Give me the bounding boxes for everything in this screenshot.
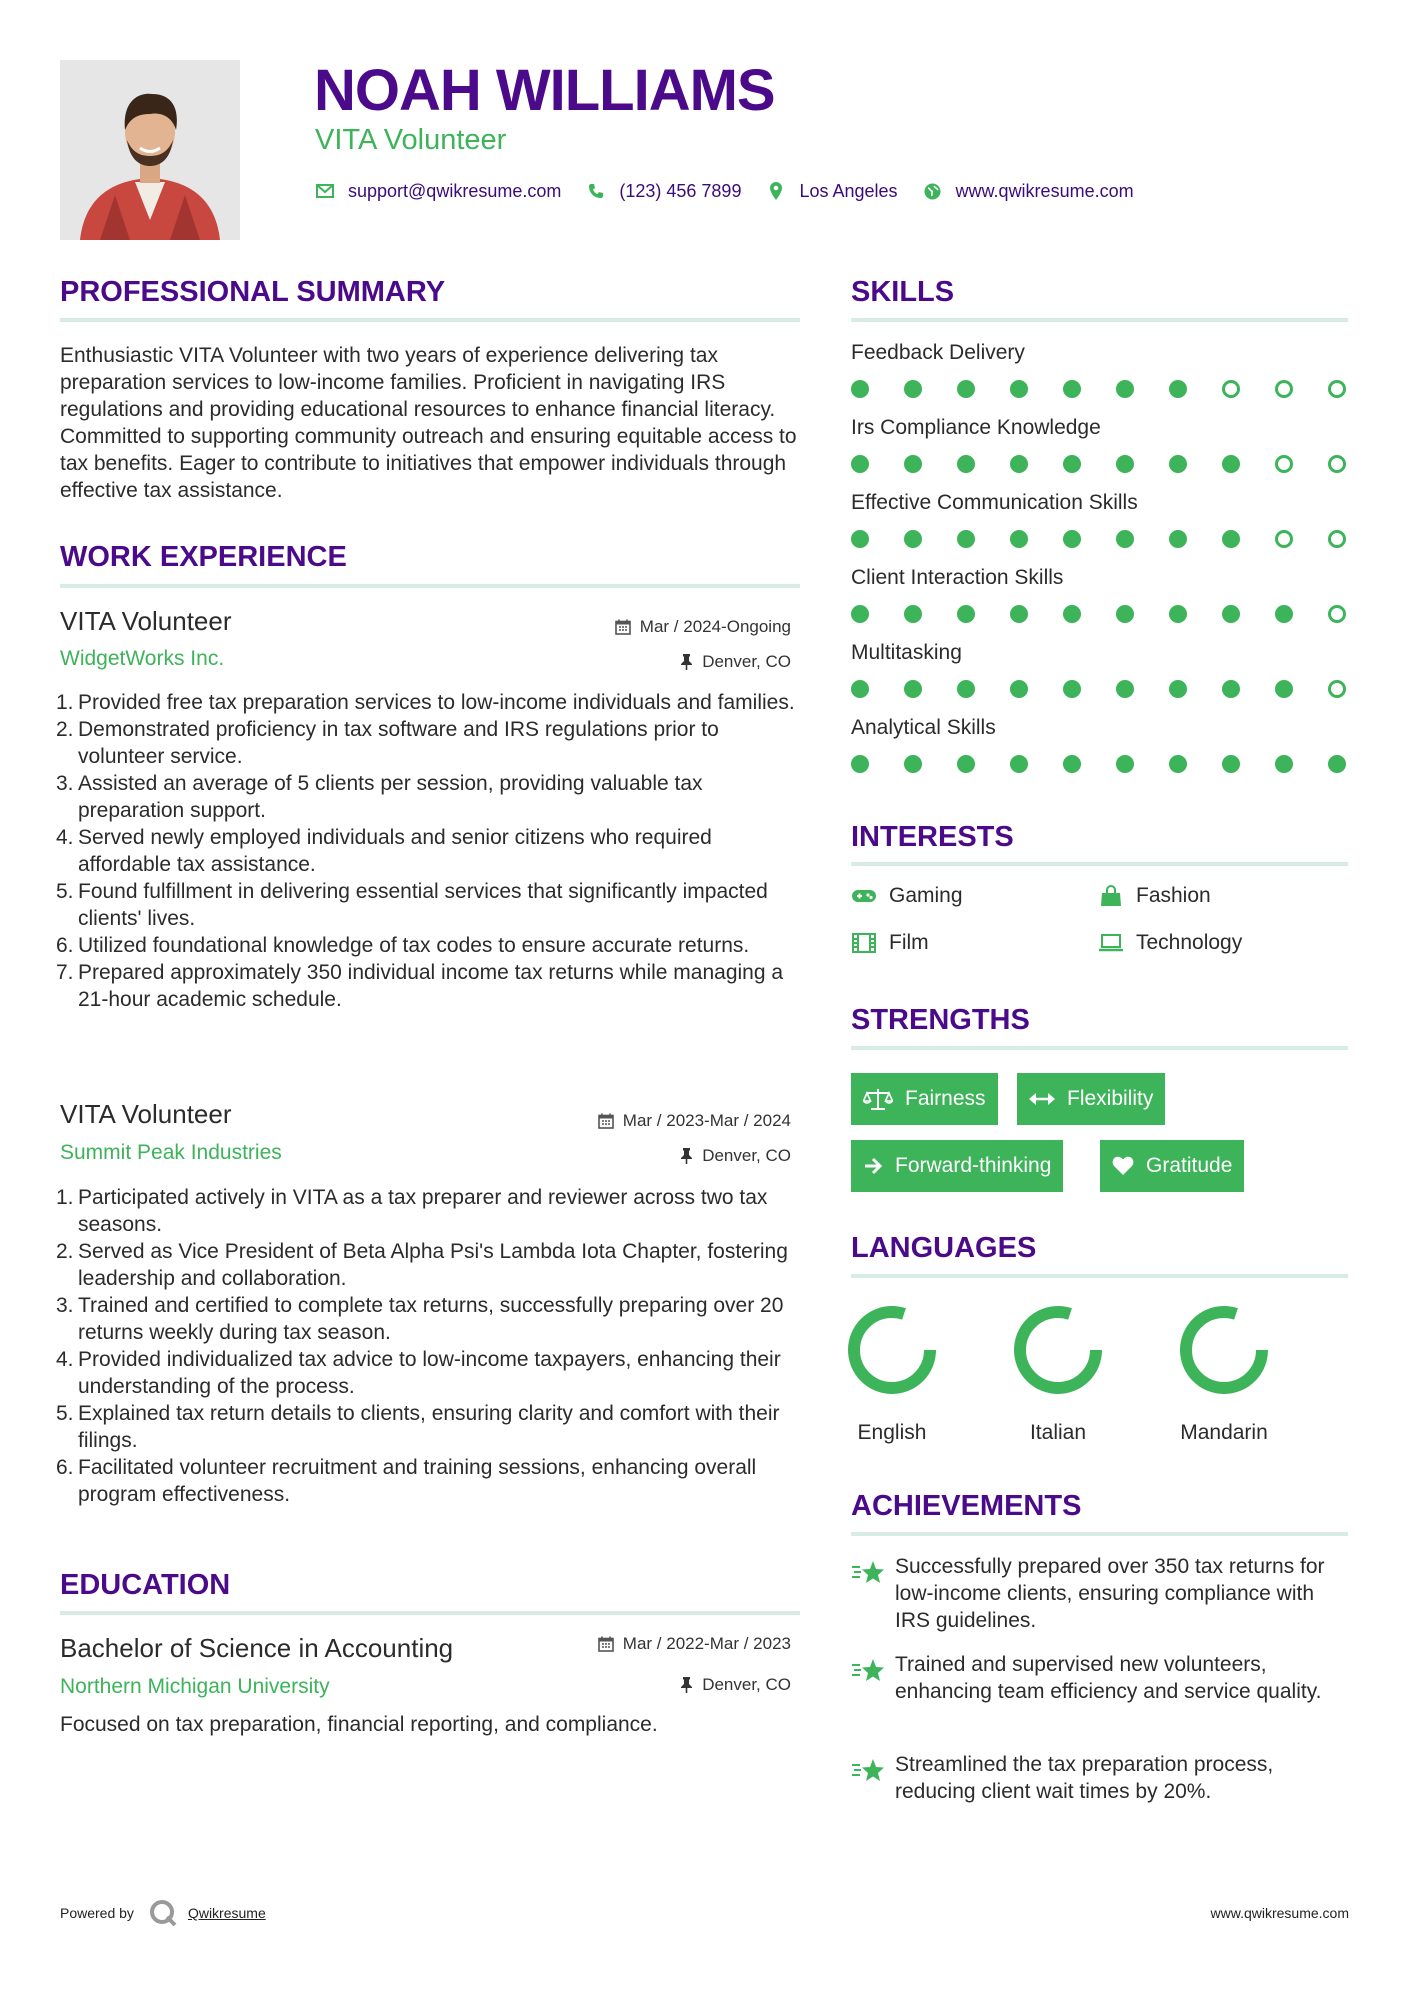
rating-dot-filled: [1010, 380, 1028, 398]
rating-dot-filled: [1116, 680, 1134, 698]
job-location: [680, 651, 791, 673]
rating-dot-filled: [1169, 455, 1187, 473]
job-bullets: [56, 1184, 800, 1508]
qwikresume-logo-icon: [148, 1898, 178, 1928]
language-item: [837, 1302, 947, 1446]
rating-dot-filled: [1063, 680, 1081, 698]
languages-divider: [851, 1274, 1348, 1278]
pushpin-icon: [680, 1148, 693, 1164]
rating-dot-filled: [1328, 755, 1346, 773]
rating-dot-filled: [1063, 380, 1081, 398]
rating-dot-filled: [1222, 530, 1240, 548]
summary-divider: [60, 318, 800, 322]
rating-dot-filled: [957, 455, 975, 473]
education-dates-text: Mar / 2022-Mar / 2023: [622, 1634, 791, 1653]
job-location: [680, 1145, 791, 1167]
rating-dot-filled: [851, 755, 869, 773]
rating-dot-filled: [904, 530, 922, 548]
rating-dot-filled: [904, 680, 922, 698]
interests-divider: [851, 862, 1348, 866]
education-dates: [598, 1633, 791, 1655]
rating-dot-empty: [1328, 380, 1346, 398]
gamepad-icon: [851, 885, 877, 907]
calendar-icon: [598, 1636, 614, 1652]
rating-dot-filled: [957, 605, 975, 623]
skill-name: Irs Compliance Knowledge: [851, 416, 1101, 439]
heart-icon: [1112, 1156, 1134, 1176]
rating-dot-filled: [1063, 530, 1081, 548]
education-description: Focused on tax preparation, financial reporting, and compliance.: [60, 1713, 658, 1736]
rating-dot-filled: [1116, 380, 1134, 398]
contact-phone[interactable]: [585, 180, 741, 202]
experience-divider: [60, 584, 800, 588]
interest-gaming: Gaming: [851, 883, 963, 909]
skill-name: Multitasking: [851, 641, 962, 664]
footer-brand-link[interactable]: Qwikresume: [187, 1905, 266, 1921]
rating-dot-filled: [1222, 680, 1240, 698]
skill-name: Effective Communication Skills: [851, 491, 1138, 514]
laptop-icon: [1098, 932, 1124, 954]
rating-dot-empty: [1328, 455, 1346, 473]
experience-heading: WORK EXPERIENCE: [60, 541, 347, 573]
shooting-star-icon: [851, 1651, 895, 1705]
language-item: [1003, 1302, 1113, 1446]
skill-name: Client Interaction Skills: [851, 566, 1064, 589]
rating-dot-empty: [1328, 680, 1346, 698]
strength-tag: Gratitude: [1100, 1140, 1244, 1192]
job-company: Summit Peak Industries: [60, 1141, 282, 1164]
contact-location: [765, 180, 897, 202]
contact-website[interactable]: [922, 180, 1134, 202]
language-label: English: [857, 1421, 927, 1444]
globe-icon: [922, 180, 944, 202]
rating-dot-filled: [1063, 605, 1081, 623]
job-dates: [615, 616, 791, 638]
skill-rating: [851, 755, 1381, 773]
rating-dot-filled: [904, 455, 922, 473]
rating-dot-filled: [1169, 605, 1187, 623]
job-company: WidgetWorks Inc.: [60, 647, 225, 670]
rating-dot-filled: [851, 530, 869, 548]
skill-rating: [851, 680, 1381, 698]
job-dates-text: Mar / 2023-Mar / 2024: [622, 1111, 791, 1130]
rating-dot-filled: [1010, 755, 1028, 773]
pushpin-icon: [680, 1677, 693, 1693]
contact-email[interactable]: [314, 180, 561, 202]
pushpin-icon: [680, 654, 693, 670]
location-text: Los Angeles: [799, 180, 898, 201]
rating-dot-filled: [851, 605, 869, 623]
rating-dot-filled: [904, 755, 922, 773]
rating-dot-filled: [1116, 605, 1134, 623]
job-location-text: Denver, CO: [702, 1146, 791, 1165]
rating-dot-filled: [1169, 755, 1187, 773]
skill-rating: [851, 605, 1381, 623]
shooting-star-icon: [851, 1553, 895, 1634]
job-location-text: Denver, CO: [702, 652, 791, 671]
list-item: 6. Facilitated volunteer recruitment and training sessions, enhancing overall program effectiveness.: [56, 1456, 757, 1506]
language-progress-ring: [1010, 1302, 1106, 1398]
profile-photo: [60, 60, 240, 240]
languages-heading: LANGUAGES: [851, 1232, 1037, 1264]
film-icon: [851, 932, 877, 954]
rating-dot-filled: [1275, 605, 1293, 623]
list-item: 4. Served newly employed individuals and senior citizens who required affordable tax assistance.: [56, 826, 712, 876]
list-item: 2. Served as Vice President of Beta Alpha Psi's Lambda Iota Chapter, fostering leadership and collaboration.: [56, 1240, 788, 1290]
language-progress-ring: [844, 1302, 940, 1398]
rating-dot-filled: [851, 380, 869, 398]
degree-title: Bachelor of Science in Accounting: [60, 1633, 454, 1663]
job-dates-text: Mar / 2024-Ongoing: [639, 617, 791, 636]
footer-powered-by: Powered by Qwikresume: [60, 1898, 266, 1928]
rating-dot-filled: [957, 380, 975, 398]
rating-dot-filled: [1222, 755, 1240, 773]
phone-text: (123) 456 7899: [619, 180, 742, 201]
rating-dot-empty: [1275, 380, 1293, 398]
rating-dot-filled: [851, 455, 869, 473]
arrow-right-icon: [863, 1157, 883, 1175]
calendar-icon: [598, 1113, 614, 1129]
language-progress-ring: [1176, 1302, 1272, 1398]
rating-dot-empty: [1328, 605, 1346, 623]
rating-dot-filled: [1222, 605, 1240, 623]
achievement-item: Streamlined the tax preparation process, reducing client wait times by 20%.: [851, 1751, 1351, 1805]
list-item: 5. Found fulfillment in delivering essential services that significantly impacted clients' lives.: [56, 880, 768, 930]
education-location-text: Denver, CO: [702, 1675, 791, 1694]
achievements-divider: [851, 1532, 1348, 1536]
rating-dot-filled: [1063, 755, 1081, 773]
list-item: 1. Provided free tax preparation services to low-income individuals and families.: [56, 691, 795, 714]
education-location: [680, 1674, 791, 1696]
rating-dot-filled: [851, 680, 869, 698]
rating-dot-filled: [1116, 455, 1134, 473]
school-name: Northern Michigan University: [60, 1675, 330, 1698]
rating-dot-filled: [1116, 530, 1134, 548]
contact-row: [314, 176, 1158, 206]
interests-heading: INTERESTS: [851, 821, 1014, 853]
candidate-role: VITA Volunteer: [315, 124, 507, 156]
language-label: Mandarin: [1180, 1421, 1268, 1444]
skills-heading: SKILLS: [851, 276, 955, 308]
rating-dot-filled: [1169, 380, 1187, 398]
list-item: 7. Prepared approximately 350 individual income tax returns while managing a 21-hour academic schedule.: [56, 961, 784, 1011]
strength-tag: Flexibility: [1017, 1073, 1165, 1125]
rating-dot-filled: [1010, 455, 1028, 473]
rating-dot-filled: [1169, 680, 1187, 698]
skill-name: Feedback Delivery: [851, 341, 1025, 364]
list-item: 3. Assisted an average of 5 clients per session, providing valuable tax preparation support.: [56, 772, 703, 822]
rating-dot-filled: [1010, 530, 1028, 548]
job-title: VITA Volunteer: [60, 1099, 232, 1129]
rating-dot-filled: [1222, 455, 1240, 473]
rating-dot-filled: [957, 755, 975, 773]
email-text: support@qwikresume.com: [348, 180, 562, 201]
rating-dot-empty: [1275, 455, 1293, 473]
achievement-item: Successfully prepared over 350 tax returns for low-income clients, ensuring compliance with IRS guidelines.: [851, 1553, 1351, 1634]
phone-icon: [585, 180, 607, 202]
skill-rating: [851, 380, 1381, 398]
calendar-icon: [615, 619, 631, 635]
map-pin-icon: [765, 180, 787, 202]
interest-fashion: Fashion: [1098, 883, 1211, 909]
strengths-heading: STRENGTHS: [851, 1004, 1030, 1036]
education-divider: [60, 1611, 800, 1615]
arrows-horizontal-icon: [1029, 1092, 1055, 1106]
rating-dot-empty: [1328, 530, 1346, 548]
education-heading: EDUCATION: [60, 1569, 231, 1601]
list-item: 2. Demonstrated proficiency in tax software and IRS regulations prior to volunteer service.: [56, 718, 719, 768]
rating-dot-filled: [1275, 680, 1293, 698]
job-title: VITA Volunteer: [60, 606, 232, 636]
shopping-bag-icon: [1098, 885, 1124, 907]
list-item: 5. Explained tax return details to clients, ensuring clarity and comfort with their filings.: [56, 1402, 780, 1452]
summary-text: Enthusiastic VITA Volunteer with two years of experience delivering tax preparation services to low-income families. Proficient in navigating IRS regulations and providing educational resources to enhance financial literacy. Committed to supporting community outreach and ensuring equitable access to tax benefits. Eager to contribute to initiatives that empower individuals through effective tax assistance.: [60, 344, 797, 502]
rating-dot-filled: [1010, 605, 1028, 623]
strength-tag: Fairness: [851, 1073, 998, 1125]
rating-dot-filled: [957, 680, 975, 698]
interest-technology: Technology: [1098, 930, 1242, 956]
interest-film: Film: [851, 930, 929, 956]
skill-rating: [851, 530, 1381, 548]
list-item: 4. Provided individualized tax advice to low-income taxpayers, enhancing their understanding of the process.: [56, 1348, 781, 1398]
rating-dot-filled: [1063, 455, 1081, 473]
rating-dot-filled: [904, 380, 922, 398]
rating-dot-filled: [1116, 755, 1134, 773]
skill-name: Analytical Skills: [851, 716, 996, 739]
balance-scale-icon: [863, 1087, 893, 1111]
rating-dot-filled: [1010, 680, 1028, 698]
rating-dot-filled: [1275, 755, 1293, 773]
summary-heading: PROFESSIONAL SUMMARY: [60, 276, 446, 308]
rating-dot-filled: [904, 605, 922, 623]
shooting-star-icon: [851, 1751, 895, 1805]
candidate-name: NOAH WILLIAMS: [314, 58, 775, 123]
strength-tag: Forward-thinking: [851, 1140, 1063, 1192]
rating-dot-filled: [957, 530, 975, 548]
job-bullets: [56, 689, 800, 1013]
list-item: 1. Participated actively in VITA as a tax preparer and reviewer across two tax seasons.: [56, 1186, 768, 1236]
language-label: Italian: [1029, 1421, 1087, 1444]
envelope-icon: [314, 180, 336, 202]
strengths-divider: [851, 1046, 1348, 1050]
language-item: [1169, 1302, 1279, 1446]
job-dates: [598, 1110, 791, 1132]
website-text: www.qwikresume.com: [955, 180, 1134, 201]
rating-dot-filled: [1169, 530, 1187, 548]
achievement-item: Trained and supervised new volunteers, enhancing team efficiency and service quality.: [851, 1651, 1351, 1705]
list-item: 6. Utilized foundational knowledge of tax codes to ensure accurate returns.: [56, 934, 750, 957]
rating-dot-empty: [1275, 530, 1293, 548]
rating-dot-empty: [1222, 380, 1240, 398]
footer-website-link[interactable]: www.qwikresume.com: [1210, 1905, 1349, 1921]
list-item: 3. Trained and certified to complete tax returns, successfully preparing over 20 returns weekly during tax season.: [56, 1294, 784, 1344]
skill-rating: [851, 455, 1381, 473]
skills-divider: [851, 318, 1348, 322]
achievements-heading: ACHIEVEMENTS: [851, 1490, 1082, 1522]
